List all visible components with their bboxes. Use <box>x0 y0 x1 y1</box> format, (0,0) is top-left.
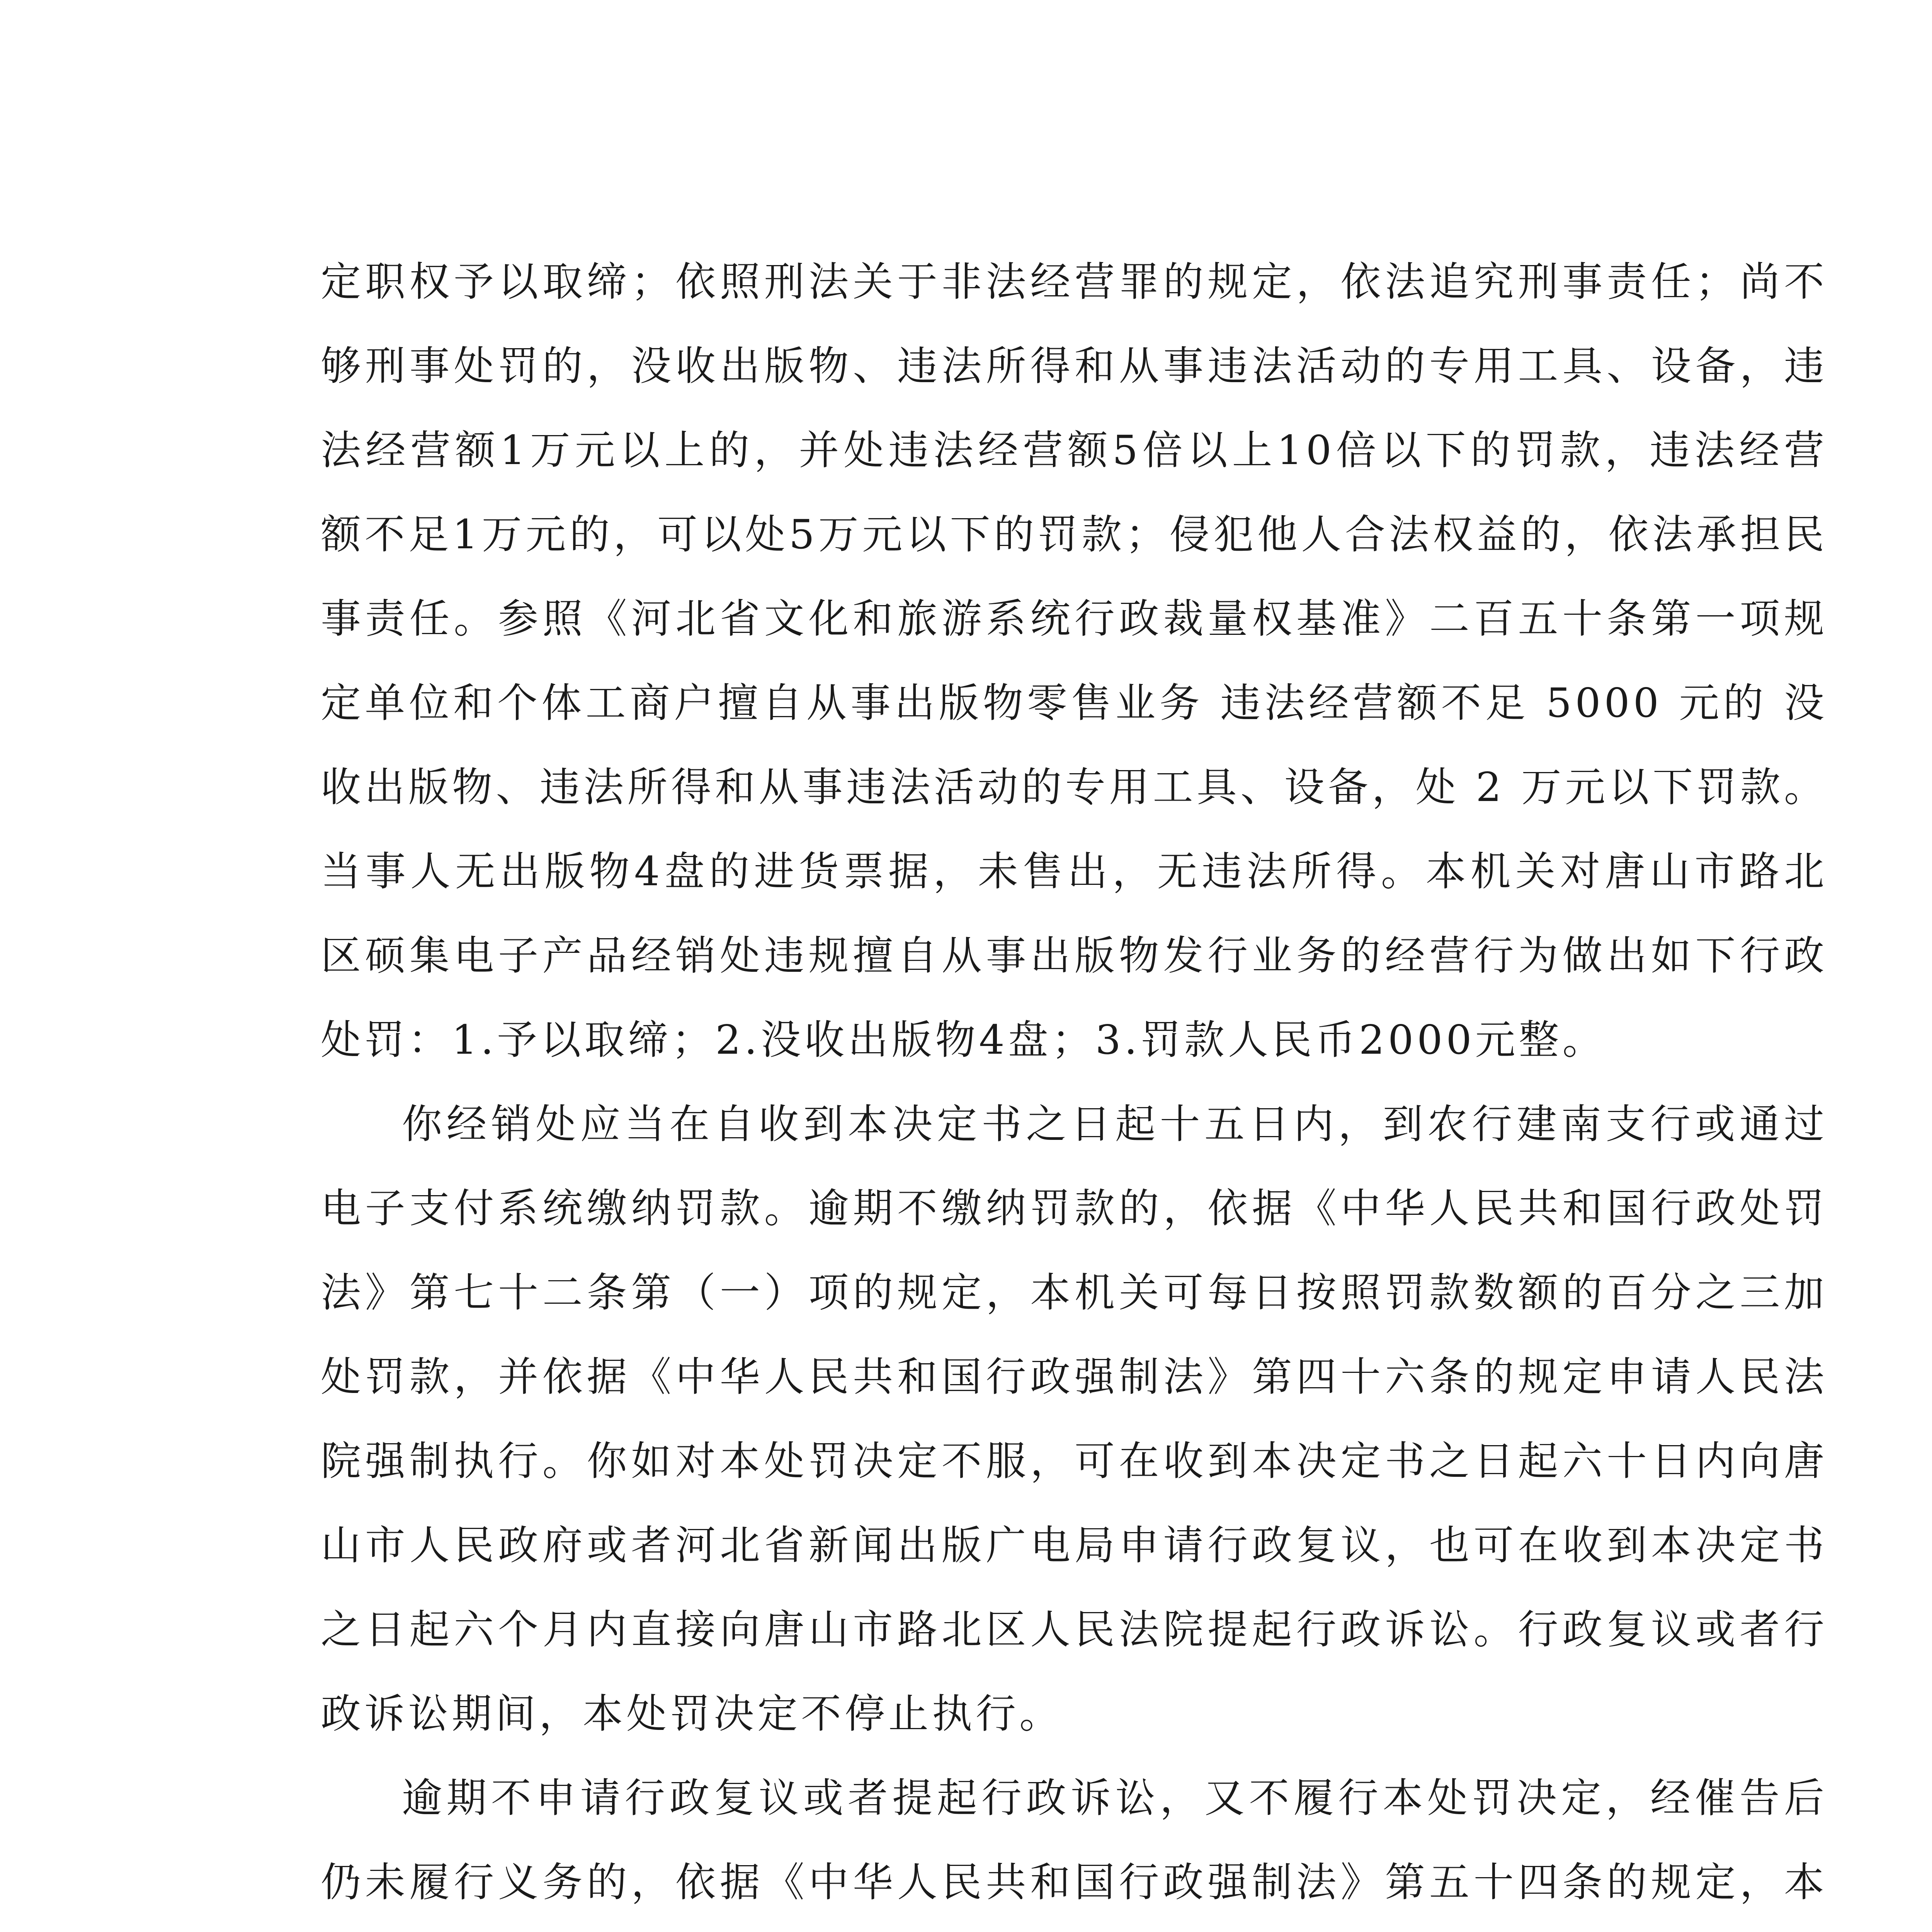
paragraph-penalty-basis: 定职权予以取缔；依照刑法关于非法经营罪的规定，依法追究刑事责任；尚不够刑事处罚的，没收出版物、违法所得和从事违法活动的专用工具、设备，违法经营额1万元以上的，并处违法经营额5倍以上10倍以下的罚款，违法经营额不足1万元的，可以处5万元以下的罚款；侵犯他人合法权益的，依法承担民事责任。参照《河北省文化和旅游系统行政裁量权基准》二百五十条第一项规定单位和个体工商户擅自从事出版物零售业务 违法经营额不足 5000 元的 没收出版物、违法所得和从事违法活动的专用工具、设备，处 2 万元以下罚款。当事人无出版物4盘的进货票据，未售出，无违法所得。本机关对唐山市路北区硕集电子产品经销处违规擅自从事出版物发行业务的经营行为做出如下行政处罚：1.予以取缔；2.没收出版物4盘；3.罚款人民币2000元整。 <box>321 258 1828 1063</box>
paragraph-enforcement: 逾期不申请行政复议或者提起行政诉讼，又不履行本处罚决定，经催告后仍未履行义务的，依据《中华人民共和国行政强制法》第五十四条的规定，本 <box>321 1774 1828 1906</box>
paragraph-payment-instructions: 你经销处应当在自收到本决定书之日起十五日内，到农行建南支行或通过电子支付系统缴纳罚款。逾期不缴纳罚款的，依据《中华人民共和国行政处罚法》第七十二条第（一）项的规定，本机关可每日按照罚款数额的百分之三加处罚款，并依据《中华人民共和国行政强制法》第四十六条的规定申请人民法院强制执行。你如对本处罚决定不服，可在收到本决定书之日起六十日内向唐山市人民政府或者河北省新闻出版广电局申请行政复议，也可在收到本决定书之日起六个月内直接向唐山市路北区人民法院提起行政诉讼。行政复议或者行政诉讼期间，本处罚决定不停止执行。 <box>321 1100 1828 1737</box>
body-text <box>321 240 1828 1932</box>
